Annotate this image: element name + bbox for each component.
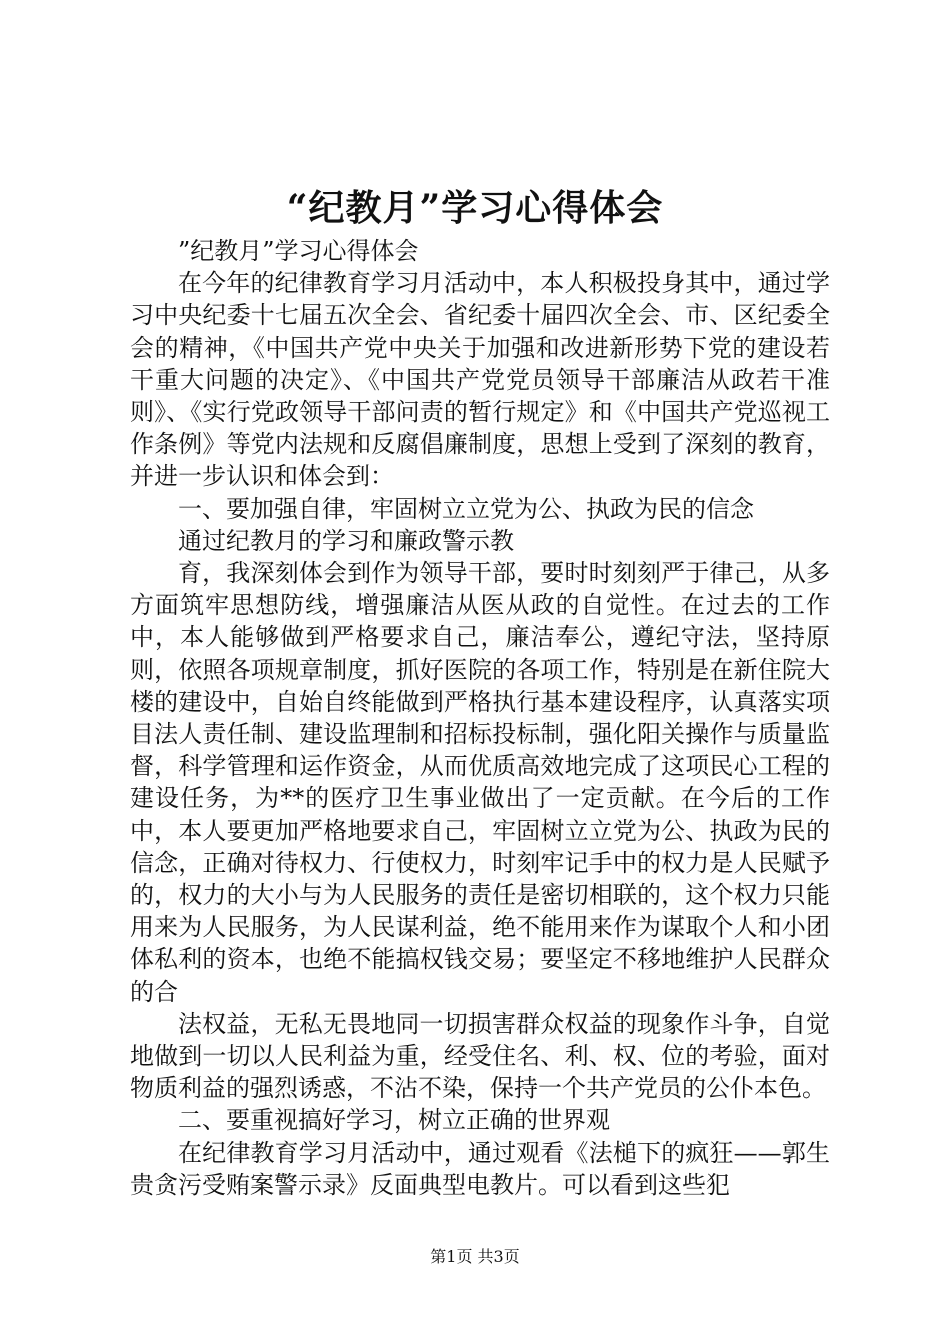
section-heading-1: 一、要加强自律，牢固树立立党为公、执政为民的信念 — [178, 494, 754, 523]
paragraph-subtitle: ”纪教月”学习心得体会 — [178, 237, 419, 265]
paragraph-section2-body: 在纪律教育学习月活动中，通过观看《法槌下的疯狂——郭生贵贪污受贿案警示录》反面典型电教片。可以看到这些犯 — [130, 1138, 830, 1199]
section-heading-2: 二、要重视搞好学习，树立正确的世界观 — [178, 1106, 610, 1135]
paragraph-section1-body: 育，我深刻体会到作为领导干部，要时时刻刻严于律己，从多方面筑牢思想防线，增强廉洁从医从政的自觉性。在过去的工作中，本人能够做到严格要求自己，廉洁奉公，遵纪守法，坚持原则，依照各项规章制度，抓好医院的各项工作，特别是在新住院大楼的建设中，自始自终能做到严格执行基本建设程序，认真落实项目法人责任制、建设监理制和招标投标制，强化阳关操作与质量监督，科学管理和运作资金，从而优质高效地完成了这项民心工程的建设任务，为**的医疗卫生事业做出了一定贡献。在今后的工作中，本人要更加严格地要求自己，牢固树立立党为公、执政为民的信念，正确对待权力、行使权力，时刻牢记手中的权力是人民赋予的，权力的大小与为人民服务的责任是密切相联的，这个权力只能用来为人民服务，为人民谋利益，绝不能用来作为谋取个人和小团体私利的资本，也绝不能搞权钱交易；要坚定不移地维护人民群众的合 — [130, 559, 830, 1006]
document-title: “纪教月”学习心得体会 — [286, 187, 664, 229]
paragraph-section1-continued: 法权益，无私无畏地同一切损害群众权益的现象作斗争，自觉地做到一切以人民利益为重，经受住名、利、权、位的考验，面对物质利益的强烈诱惑，不沾不染，保持一个共产党员的公仆本色。 — [130, 1009, 830, 1103]
paragraph-section1-lead: 通过纪教月的学习和廉政警示教 — [178, 526, 514, 555]
paragraph-intro: 在今年的纪律教育学习月活动中，本人积极投身其中，通过学习中央纪委十七届五次全会、省纪委十届四次全会、市、区纪委全会的精神，《中国共产党中央关于加强和改进新形势下党的建设若干重大问题的决定》、《中国共产党党员领导干部廉洁从政若干准则》、《实行党政领导干部问责的暂行规定》和《中国共产党巡视工作条例》等党内法规和反腐倡廉制度，思想上受到了深刻的教育，并进一步认识和体会到： — [130, 269, 830, 491]
page-footer: 第1页 共3页 — [430, 1247, 520, 1266]
document-body — [130, 235, 830, 1201]
